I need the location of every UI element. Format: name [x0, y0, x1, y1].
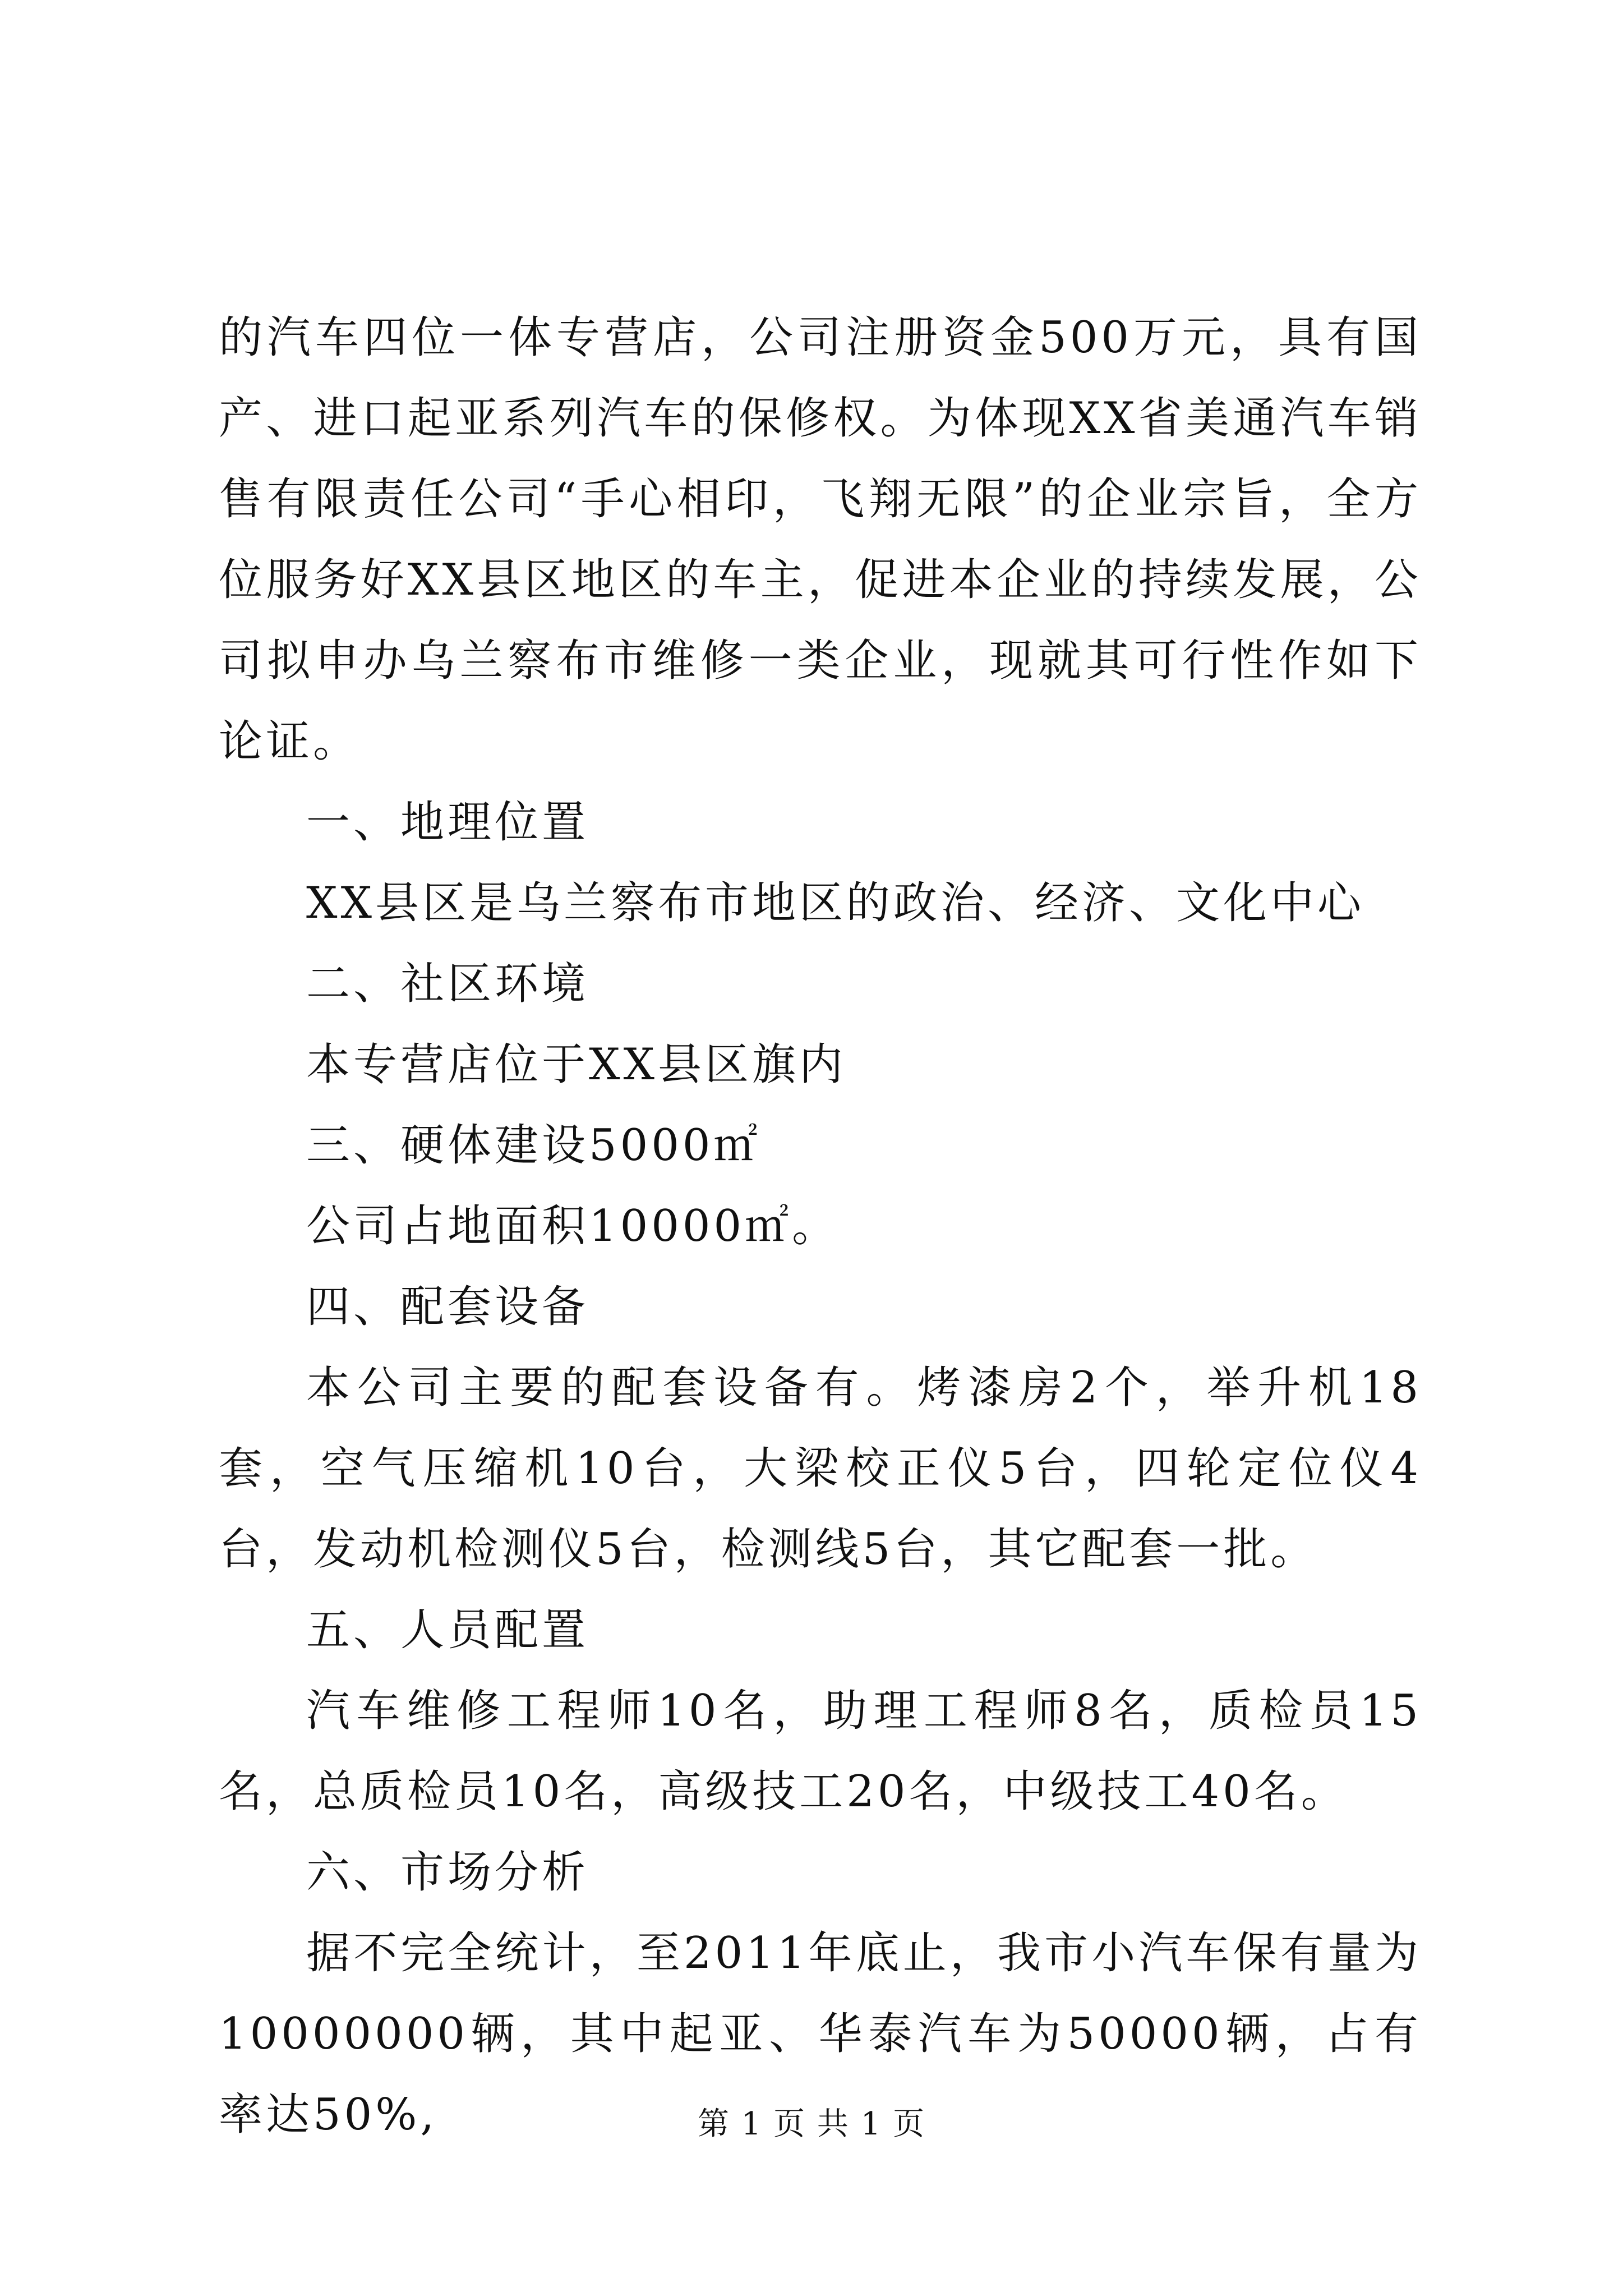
- heading-community-environment: 二、社区环境: [306, 959, 589, 1009]
- paragraph-intro-continued: 的汽车四位一体专营店，公司注册资金500万元，具有国产、进口起亚系列汽车的保修权。为体现XX省美通汽车销售有限责任公司“手心相印，飞翔无限”的企业宗旨，全方位服务好XX县区地区的车主，促进本企业的持续发展，公司拟申办乌兰察布市维修一类企业，现就其可行性作如下论证。: [219, 312, 1422, 767]
- heading-geographic-location: 一、地理位置: [306, 797, 589, 848]
- document-body: [219, 297, 1422, 2155]
- heading-equipment: 四、配套设备: [306, 1282, 589, 1332]
- heading-staffing: 五、人员配置: [306, 1605, 589, 1655]
- paragraph-staffing: 汽车维修工程师10名，助理工程师8名，质检员15名，总质检员10名，高级技工20名，中级技工40名。: [219, 1686, 1422, 1817]
- heading-hardware-construction: 三、硬体建设5000㎡: [306, 1120, 761, 1171]
- heading-market-analysis: 六、市场分析: [306, 1847, 589, 1898]
- paragraph-community-environment: 本专营店位于XX县区旗内: [306, 1039, 847, 1090]
- paragraph-market-analysis: 据不完全统计，至2011年底止，我市小汽车保有量为10000000辆，其中起亚、华泰汽车为50000辆，占有率达50%,: [219, 1928, 1422, 2140]
- paragraph-geographic-location: XX县区是乌兰察布市地区的政治、经济、文化中心: [306, 878, 1365, 928]
- paragraph-equipment: 本公司主要的配套设备有。烤漆房2个，举升机18套，空气压缩机10台，大梁校正仪5台，四轮定位仪4台，发动机检测仪5台，检测线5台，其它配套一批。: [219, 1363, 1422, 1575]
- page-number-footer: 第 1 页 共 1 页: [697, 2106, 926, 2142]
- paragraph-land-area: 公司占地面积10000㎡。: [306, 1201, 840, 1251]
